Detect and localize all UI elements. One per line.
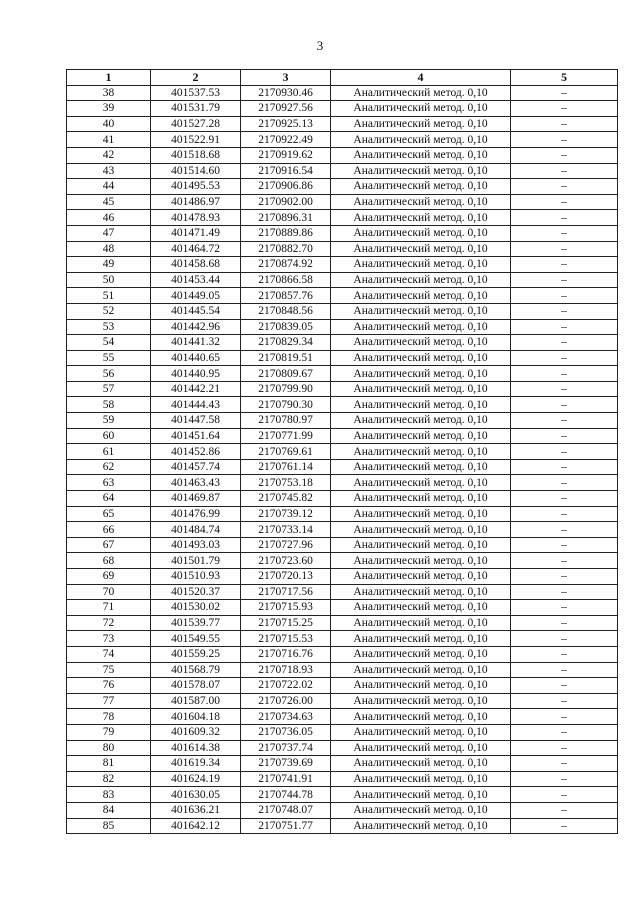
- table-row: [67, 101, 618, 117]
- y-coordinate-cell: 2170715.53: [241, 631, 331, 647]
- table-row: [67, 428, 618, 444]
- method-cell: Аналитический метод. 0,10: [331, 678, 511, 694]
- column-header-4: 4: [331, 70, 511, 86]
- table-row: [67, 646, 618, 662]
- y-coordinate-cell: 2170882.70: [241, 241, 331, 257]
- x-coordinate-cell: 401471.49: [151, 225, 241, 241]
- y-coordinate-cell: 2170829.34: [241, 335, 331, 351]
- point-number-cell: 81: [67, 756, 151, 772]
- point-number-cell: 53: [67, 319, 151, 335]
- table-row: [67, 802, 618, 818]
- method-cell: Аналитический метод. 0,10: [331, 491, 511, 507]
- method-cell: Аналитический метод. 0,10: [331, 600, 511, 616]
- note-cell: –: [511, 241, 618, 257]
- table-row: [67, 584, 618, 600]
- note-cell: –: [511, 818, 618, 834]
- note-cell: –: [511, 350, 618, 366]
- x-coordinate-cell: 401604.18: [151, 709, 241, 725]
- method-cell: Аналитический метод. 0,10: [331, 662, 511, 678]
- method-cell: Аналитический метод. 0,10: [331, 350, 511, 366]
- table-row: [67, 553, 618, 569]
- table-row: [67, 132, 618, 148]
- point-number-cell: 40: [67, 116, 151, 132]
- table-row: [67, 709, 618, 725]
- y-coordinate-cell: 2170751.77: [241, 818, 331, 834]
- note-cell: –: [511, 288, 618, 304]
- x-coordinate-cell: 401493.03: [151, 537, 241, 553]
- y-coordinate-cell: 2170739.69: [241, 756, 331, 772]
- method-cell: Аналитический метод. 0,10: [331, 194, 511, 210]
- note-cell: –: [511, 756, 618, 772]
- method-cell: Аналитический метод. 0,10: [331, 101, 511, 117]
- x-coordinate-cell: 401495.53: [151, 179, 241, 195]
- point-number-cell: 72: [67, 615, 151, 631]
- y-coordinate-cell: 2170790.30: [241, 397, 331, 413]
- y-coordinate-cell: 2170723.60: [241, 553, 331, 569]
- y-coordinate-cell: 2170889.86: [241, 225, 331, 241]
- y-coordinate-cell: 2170922.49: [241, 132, 331, 148]
- table-body: [67, 85, 618, 834]
- table-row: [67, 397, 618, 413]
- point-number-cell: 38: [67, 85, 151, 101]
- method-cell: Аналитический метод. 0,10: [331, 85, 511, 101]
- x-coordinate-cell: 401642.12: [151, 818, 241, 834]
- table-row: [67, 787, 618, 803]
- note-cell: –: [511, 709, 618, 725]
- note-cell: –: [511, 101, 618, 117]
- y-coordinate-cell: 2170734.63: [241, 709, 331, 725]
- method-cell: Аналитический метод. 0,10: [331, 756, 511, 772]
- table-row: [67, 257, 618, 273]
- note-cell: –: [511, 787, 618, 803]
- note-cell: –: [511, 646, 618, 662]
- method-cell: Аналитический метод. 0,10: [331, 709, 511, 725]
- column-header-3: 3: [241, 70, 331, 86]
- point-number-cell: 43: [67, 163, 151, 179]
- table-row: [67, 459, 618, 475]
- table-row: [67, 272, 618, 288]
- table-row: [67, 179, 618, 195]
- table-row: [67, 662, 618, 678]
- table-row: [67, 288, 618, 304]
- y-coordinate-cell: 2170720.13: [241, 569, 331, 585]
- x-coordinate-cell: 401527.28: [151, 116, 241, 132]
- x-coordinate-cell: 401476.99: [151, 506, 241, 522]
- x-coordinate-cell: 401587.00: [151, 693, 241, 709]
- point-number-cell: 64: [67, 491, 151, 507]
- x-coordinate-cell: 401510.93: [151, 569, 241, 585]
- note-cell: –: [511, 459, 618, 475]
- y-coordinate-cell: 2170741.91: [241, 771, 331, 787]
- note-cell: –: [511, 491, 618, 507]
- table-row: [67, 522, 618, 538]
- point-number-cell: 58: [67, 397, 151, 413]
- method-cell: Аналитический метод. 0,10: [331, 787, 511, 803]
- method-cell: Аналитический метод. 0,10: [331, 459, 511, 475]
- y-coordinate-cell: 2170925.13: [241, 116, 331, 132]
- y-coordinate-cell: 2170761.14: [241, 459, 331, 475]
- table-row: [67, 740, 618, 756]
- point-number-cell: 70: [67, 584, 151, 600]
- y-coordinate-cell: 2170737.74: [241, 740, 331, 756]
- method-cell: Аналитический метод. 0,10: [331, 506, 511, 522]
- method-cell: Аналитический метод. 0,10: [331, 303, 511, 319]
- method-cell: Аналитический метод. 0,10: [331, 569, 511, 585]
- table-row: [67, 319, 618, 335]
- point-number-cell: 60: [67, 428, 151, 444]
- x-coordinate-cell: 401486.97: [151, 194, 241, 210]
- y-coordinate-cell: 2170715.25: [241, 615, 331, 631]
- method-cell: Аналитический метод. 0,10: [331, 397, 511, 413]
- y-coordinate-cell: 2170930.46: [241, 85, 331, 101]
- point-number-cell: 68: [67, 553, 151, 569]
- point-number-cell: 77: [67, 693, 151, 709]
- point-number-cell: 78: [67, 709, 151, 725]
- note-cell: –: [511, 600, 618, 616]
- table-row: [67, 491, 618, 507]
- x-coordinate-cell: 401619.34: [151, 756, 241, 772]
- note-cell: –: [511, 132, 618, 148]
- table-row: [67, 350, 618, 366]
- method-cell: Аналитический метод. 0,10: [331, 413, 511, 429]
- table-row: [67, 678, 618, 694]
- x-coordinate-cell: 401445.54: [151, 303, 241, 319]
- method-cell: Аналитический метод. 0,10: [331, 116, 511, 132]
- note-cell: –: [511, 678, 618, 694]
- method-cell: Аналитический метод. 0,10: [331, 584, 511, 600]
- table-row: [67, 194, 618, 210]
- note-cell: –: [511, 116, 618, 132]
- x-coordinate-cell: 401624.19: [151, 771, 241, 787]
- method-cell: Аналитический метод. 0,10: [331, 257, 511, 273]
- point-number-cell: 47: [67, 225, 151, 241]
- y-coordinate-cell: 2170722.02: [241, 678, 331, 694]
- method-cell: Аналитический метод. 0,10: [331, 522, 511, 538]
- note-cell: –: [511, 381, 618, 397]
- note-cell: –: [511, 537, 618, 553]
- y-coordinate-cell: 2170916.54: [241, 163, 331, 179]
- y-coordinate-cell: 2170733.14: [241, 522, 331, 538]
- method-cell: Аналитический метод. 0,10: [331, 631, 511, 647]
- x-coordinate-cell: 401441.32: [151, 335, 241, 351]
- method-cell: Аналитический метод. 0,10: [331, 241, 511, 257]
- x-coordinate-cell: 401614.38: [151, 740, 241, 756]
- point-number-cell: 76: [67, 678, 151, 694]
- table-row: [67, 818, 618, 834]
- note-cell: –: [511, 210, 618, 226]
- method-cell: Аналитический метод. 0,10: [331, 163, 511, 179]
- note-cell: –: [511, 615, 618, 631]
- method-cell: Аналитический метод. 0,10: [331, 444, 511, 460]
- x-coordinate-cell: 401537.53: [151, 85, 241, 101]
- note-cell: –: [511, 506, 618, 522]
- y-coordinate-cell: 2170726.00: [241, 693, 331, 709]
- note-cell: –: [511, 85, 618, 101]
- x-coordinate-cell: 401458.68: [151, 257, 241, 273]
- x-coordinate-cell: 401464.72: [151, 241, 241, 257]
- method-cell: Аналитический метод. 0,10: [331, 537, 511, 553]
- table-header-row: [67, 70, 618, 86]
- x-coordinate-cell: 401453.44: [151, 272, 241, 288]
- x-coordinate-cell: 401457.74: [151, 459, 241, 475]
- y-coordinate-cell: 2170715.93: [241, 600, 331, 616]
- point-number-cell: 51: [67, 288, 151, 304]
- note-cell: –: [511, 366, 618, 382]
- method-cell: Аналитический метод. 0,10: [331, 381, 511, 397]
- point-number-cell: 54: [67, 335, 151, 351]
- point-number-cell: 80: [67, 740, 151, 756]
- x-coordinate-cell: 401609.32: [151, 724, 241, 740]
- page-number: 3: [316, 38, 324, 53]
- y-coordinate-cell: 2170744.78: [241, 787, 331, 803]
- note-cell: –: [511, 303, 618, 319]
- x-coordinate-cell: 401520.37: [151, 584, 241, 600]
- coordinates-table: [66, 69, 618, 834]
- table-row: [67, 225, 618, 241]
- table-row: [67, 475, 618, 491]
- point-number-cell: 42: [67, 147, 151, 163]
- point-number-cell: 44: [67, 179, 151, 195]
- method-cell: Аналитический метод. 0,10: [331, 724, 511, 740]
- method-cell: Аналитический метод. 0,10: [331, 740, 511, 756]
- x-coordinate-cell: 401539.77: [151, 615, 241, 631]
- x-coordinate-cell: 401568.79: [151, 662, 241, 678]
- y-coordinate-cell: 2170727.96: [241, 537, 331, 553]
- point-number-cell: 41: [67, 132, 151, 148]
- method-cell: Аналитический метод. 0,10: [331, 646, 511, 662]
- x-coordinate-cell: 401630.05: [151, 787, 241, 803]
- x-coordinate-cell: 401501.79: [151, 553, 241, 569]
- x-coordinate-cell: 401578.07: [151, 678, 241, 694]
- x-coordinate-cell: 401444.43: [151, 397, 241, 413]
- note-cell: –: [511, 179, 618, 195]
- note-cell: –: [511, 553, 618, 569]
- note-cell: –: [511, 475, 618, 491]
- point-number-cell: 79: [67, 724, 151, 740]
- point-number-cell: 71: [67, 600, 151, 616]
- point-number-cell: 55: [67, 350, 151, 366]
- point-number-cell: 45: [67, 194, 151, 210]
- table-row: [67, 444, 618, 460]
- point-number-cell: 63: [67, 475, 151, 491]
- note-cell: –: [511, 724, 618, 740]
- y-coordinate-cell: 2170753.18: [241, 475, 331, 491]
- note-cell: –: [511, 163, 618, 179]
- method-cell: Аналитический метод. 0,10: [331, 366, 511, 382]
- method-cell: Аналитический метод. 0,10: [331, 319, 511, 335]
- point-number-cell: 67: [67, 537, 151, 553]
- x-coordinate-cell: 401514.60: [151, 163, 241, 179]
- x-coordinate-cell: 401531.79: [151, 101, 241, 117]
- x-coordinate-cell: 401440.95: [151, 366, 241, 382]
- table-row: [67, 241, 618, 257]
- x-coordinate-cell: 401549.55: [151, 631, 241, 647]
- table-row: [67, 756, 618, 772]
- y-coordinate-cell: 2170857.76: [241, 288, 331, 304]
- y-coordinate-cell: 2170780.97: [241, 413, 331, 429]
- method-cell: Аналитический метод. 0,10: [331, 335, 511, 351]
- y-coordinate-cell: 2170819.51: [241, 350, 331, 366]
- point-number-cell: 85: [67, 818, 151, 834]
- method-cell: Аналитический метод. 0,10: [331, 210, 511, 226]
- x-coordinate-cell: 401451.64: [151, 428, 241, 444]
- note-cell: –: [511, 522, 618, 538]
- note-cell: –: [511, 444, 618, 460]
- point-number-cell: 84: [67, 802, 151, 818]
- x-coordinate-cell: 401522.91: [151, 132, 241, 148]
- note-cell: –: [511, 147, 618, 163]
- point-number-cell: 56: [67, 366, 151, 382]
- method-cell: Аналитический метод. 0,10: [331, 475, 511, 491]
- table-row: [67, 303, 618, 319]
- table-row: [67, 147, 618, 163]
- y-coordinate-cell: 2170748.07: [241, 802, 331, 818]
- x-coordinate-cell: 401463.43: [151, 475, 241, 491]
- y-coordinate-cell: 2170745.82: [241, 491, 331, 507]
- table-row: [67, 85, 618, 101]
- method-cell: Аналитический метод. 0,10: [331, 693, 511, 709]
- table-row: [67, 335, 618, 351]
- note-cell: –: [511, 319, 618, 335]
- y-coordinate-cell: 2170809.67: [241, 366, 331, 382]
- table-row: [67, 724, 618, 740]
- table-row: [67, 615, 618, 631]
- point-number-cell: 49: [67, 257, 151, 273]
- note-cell: –: [511, 194, 618, 210]
- table-row: [67, 116, 618, 132]
- note-cell: –: [511, 257, 618, 273]
- x-coordinate-cell: 401518.68: [151, 147, 241, 163]
- x-coordinate-cell: 401442.96: [151, 319, 241, 335]
- x-coordinate-cell: 401559.25: [151, 646, 241, 662]
- x-coordinate-cell: 401452.86: [151, 444, 241, 460]
- y-coordinate-cell: 2170902.00: [241, 194, 331, 210]
- x-coordinate-cell: 401530.02: [151, 600, 241, 616]
- point-number-cell: 73: [67, 631, 151, 647]
- x-coordinate-cell: 401449.05: [151, 288, 241, 304]
- method-cell: Аналитический метод. 0,10: [331, 818, 511, 834]
- x-coordinate-cell: 401469.87: [151, 491, 241, 507]
- y-coordinate-cell: 2170874.92: [241, 257, 331, 273]
- method-cell: Аналитический метод. 0,10: [331, 428, 511, 444]
- method-cell: Аналитический метод. 0,10: [331, 771, 511, 787]
- note-cell: –: [511, 413, 618, 429]
- method-cell: Аналитический метод. 0,10: [331, 615, 511, 631]
- method-cell: Аналитический метод. 0,10: [331, 288, 511, 304]
- y-coordinate-cell: 2170771.99: [241, 428, 331, 444]
- note-cell: –: [511, 569, 618, 585]
- x-coordinate-cell: 401484.74: [151, 522, 241, 538]
- table-row: [67, 693, 618, 709]
- point-number-cell: 52: [67, 303, 151, 319]
- point-number-cell: 69: [67, 569, 151, 585]
- note-cell: –: [511, 631, 618, 647]
- point-number-cell: 57: [67, 381, 151, 397]
- point-number-cell: 82: [67, 771, 151, 787]
- y-coordinate-cell: 2170717.56: [241, 584, 331, 600]
- note-cell: –: [511, 335, 618, 351]
- method-cell: Аналитический метод. 0,10: [331, 272, 511, 288]
- y-coordinate-cell: 2170848.56: [241, 303, 331, 319]
- y-coordinate-cell: 2170839.05: [241, 319, 331, 335]
- table-row: [67, 413, 618, 429]
- x-coordinate-cell: 401440.65: [151, 350, 241, 366]
- table-row: [67, 631, 618, 647]
- table-row: [67, 210, 618, 226]
- point-number-cell: 48: [67, 241, 151, 257]
- y-coordinate-cell: 2170896.31: [241, 210, 331, 226]
- table-row: [67, 506, 618, 522]
- table-row: [67, 771, 618, 787]
- point-number-cell: 65: [67, 506, 151, 522]
- note-cell: –: [511, 802, 618, 818]
- method-cell: Аналитический метод. 0,10: [331, 179, 511, 195]
- point-number-cell: 50: [67, 272, 151, 288]
- y-coordinate-cell: 2170866.58: [241, 272, 331, 288]
- table-row: [67, 569, 618, 585]
- y-coordinate-cell: 2170769.61: [241, 444, 331, 460]
- note-cell: –: [511, 272, 618, 288]
- point-number-cell: 62: [67, 459, 151, 475]
- y-coordinate-cell: 2170906.86: [241, 179, 331, 195]
- point-number-cell: 83: [67, 787, 151, 803]
- table-row: [67, 600, 618, 616]
- column-header-2: 2: [151, 70, 241, 86]
- method-cell: Аналитический метод. 0,10: [331, 132, 511, 148]
- point-number-cell: 59: [67, 413, 151, 429]
- x-coordinate-cell: 401447.58: [151, 413, 241, 429]
- note-cell: –: [511, 584, 618, 600]
- note-cell: –: [511, 428, 618, 444]
- table-row: [67, 381, 618, 397]
- point-number-cell: 74: [67, 646, 151, 662]
- table-row: [67, 537, 618, 553]
- y-coordinate-cell: 2170927.56: [241, 101, 331, 117]
- y-coordinate-cell: 2170736.05: [241, 724, 331, 740]
- y-coordinate-cell: 2170739.12: [241, 506, 331, 522]
- x-coordinate-cell: 401636.21: [151, 802, 241, 818]
- point-number-cell: 61: [67, 444, 151, 460]
- point-number-cell: 46: [67, 210, 151, 226]
- column-header-5: 5: [511, 70, 618, 86]
- method-cell: Аналитический метод. 0,10: [331, 553, 511, 569]
- method-cell: Аналитический метод. 0,10: [331, 225, 511, 241]
- x-coordinate-cell: 401478.93: [151, 210, 241, 226]
- y-coordinate-cell: 2170716.76: [241, 646, 331, 662]
- y-coordinate-cell: 2170799.90: [241, 381, 331, 397]
- note-cell: –: [511, 693, 618, 709]
- table-row: [67, 366, 618, 382]
- note-cell: –: [511, 225, 618, 241]
- point-number-cell: 39: [67, 101, 151, 117]
- x-coordinate-cell: 401442.21: [151, 381, 241, 397]
- note-cell: –: [511, 771, 618, 787]
- column-header-1: 1: [67, 70, 151, 86]
- y-coordinate-cell: 2170718.93: [241, 662, 331, 678]
- table-row: [67, 163, 618, 179]
- y-coordinate-cell: 2170919.62: [241, 147, 331, 163]
- point-number-cell: 66: [67, 522, 151, 538]
- note-cell: –: [511, 397, 618, 413]
- note-cell: –: [511, 662, 618, 678]
- method-cell: Аналитический метод. 0,10: [331, 802, 511, 818]
- point-number-cell: 75: [67, 662, 151, 678]
- note-cell: –: [511, 740, 618, 756]
- method-cell: Аналитический метод. 0,10: [331, 147, 511, 163]
